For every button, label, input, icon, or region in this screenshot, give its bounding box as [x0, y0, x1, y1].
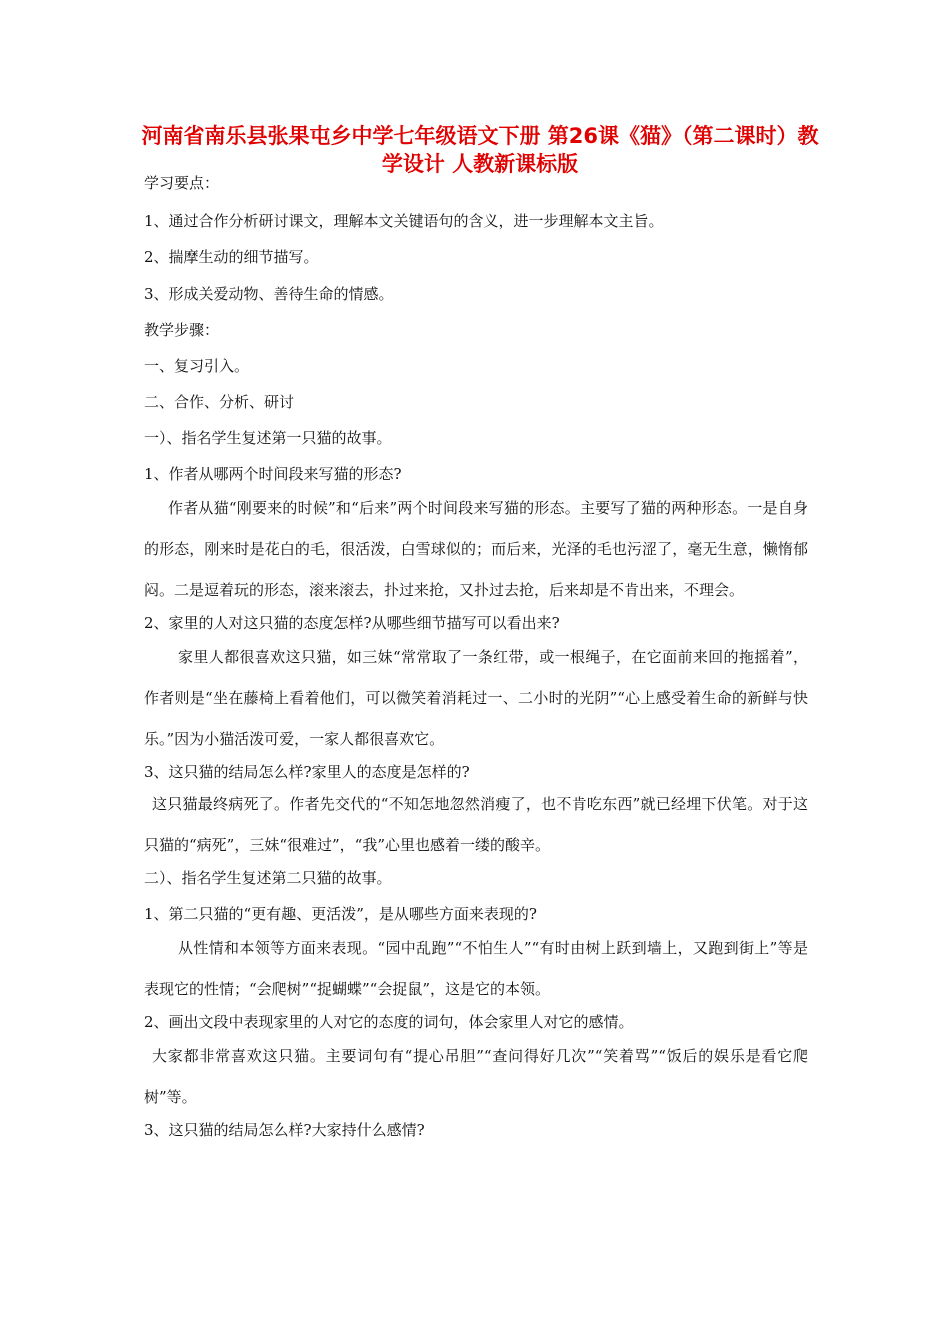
question-2-3: 3、这只猫的结局怎么样?大家持什么感情?	[144, 1121, 425, 1139]
learning-point-1: 1、通过合作分析研讨课文，理解本文关键语句的含义，进一步理解本文主旨。	[144, 212, 664, 230]
teaching-steps-heading: 教学步骤：	[144, 321, 220, 339]
answer-2-2: 大家都非常喜欢这只猫。主要词句有“提心吊胆”“查问得好几次”“笑着骂”“饭后的娱乐是看它爬树”等。	[144, 1047, 808, 1106]
document-body	[144, 172, 808, 1141]
answer-1-1: 作者从猫“刚要来的时候”和“后来”两个时间段来写猫的形态。主要写了猫的两种形态。一是自身的形态，刚来时是花白的毛，很活泼，白雪球似的；而后来，光泽的毛也污涩了，毫无生意，懒惰郁闷。二是逗着玩的形态，滚来滚去，扑过来抢，又扑过去抢，后来却是不肯出来，不理会。	[144, 499, 808, 599]
question-2-2: 2、画出文段中表现家里的人对它的态度的词句，体会家里人对它的感情。	[144, 1013, 634, 1031]
question-1-2: 2、家里的人对这只猫的态度怎样?从哪些细节描写可以看出来?	[144, 614, 560, 632]
document-title: 河南省南乐县张果屯乡中学七年级语文下册 第26课《猫》（第二课时）教学设计 人教新课标版	[141, 124, 819, 176]
step-2: 二、合作、分析、研讨	[144, 393, 295, 411]
section-second-cat: 二）、指名学生复述第二只猫的故事。	[144, 869, 392, 887]
question-1-3: 3、这只猫的结局怎么样?家里人的态度是怎样的?	[144, 763, 470, 781]
question-1-1: 1、作者从哪两个时间段来写猫的形态?	[144, 465, 402, 483]
question-2-1: 1、第二只猫的“更有趣、更活泼”，是从哪些方面来表现的?	[144, 905, 537, 923]
step-1: 一、复习引入。	[144, 357, 250, 375]
learning-point-3: 3、形成关爱动物、善待生命的情感。	[144, 285, 394, 303]
section-first-cat: 一）、指名学生复述第一只猫的故事。	[144, 429, 392, 447]
learning-points-heading: 学习要点：	[144, 174, 220, 192]
answer-1-3: 这只猫最终病死了。作者先交代的“不知怎地忽然消瘦了，也不肯吃东西”就已经埋下伏笔。对于这只猫的“病死”，三妹“很难过”，“我”心里也感着一缕的酸辛。	[144, 795, 808, 854]
answer-2-1: 从性情和本领等方面来表现。“园中乱跑”“不怕生人”“有时由树上跃到墙上，又跑到街上”等是表现它的性情；“会爬树”“捉蝴蝶”“会捉鼠”，这是它的本领。	[144, 939, 808, 998]
learning-point-2: 2、揣摩生动的细节描写。	[144, 248, 319, 266]
answer-1-2: 家里人都很喜欢这只猫，如三妹“常常取了一条红带，或一根绳子，在它面前来回的拖摇着”，作者则是“坐在藤椅上看着他们，可以微笑着消耗过一、二小时的光阴”“心上感受着生命的新鲜与快乐。”因为小猫活泼可爱，一家人都很喜欢它。	[144, 648, 808, 748]
